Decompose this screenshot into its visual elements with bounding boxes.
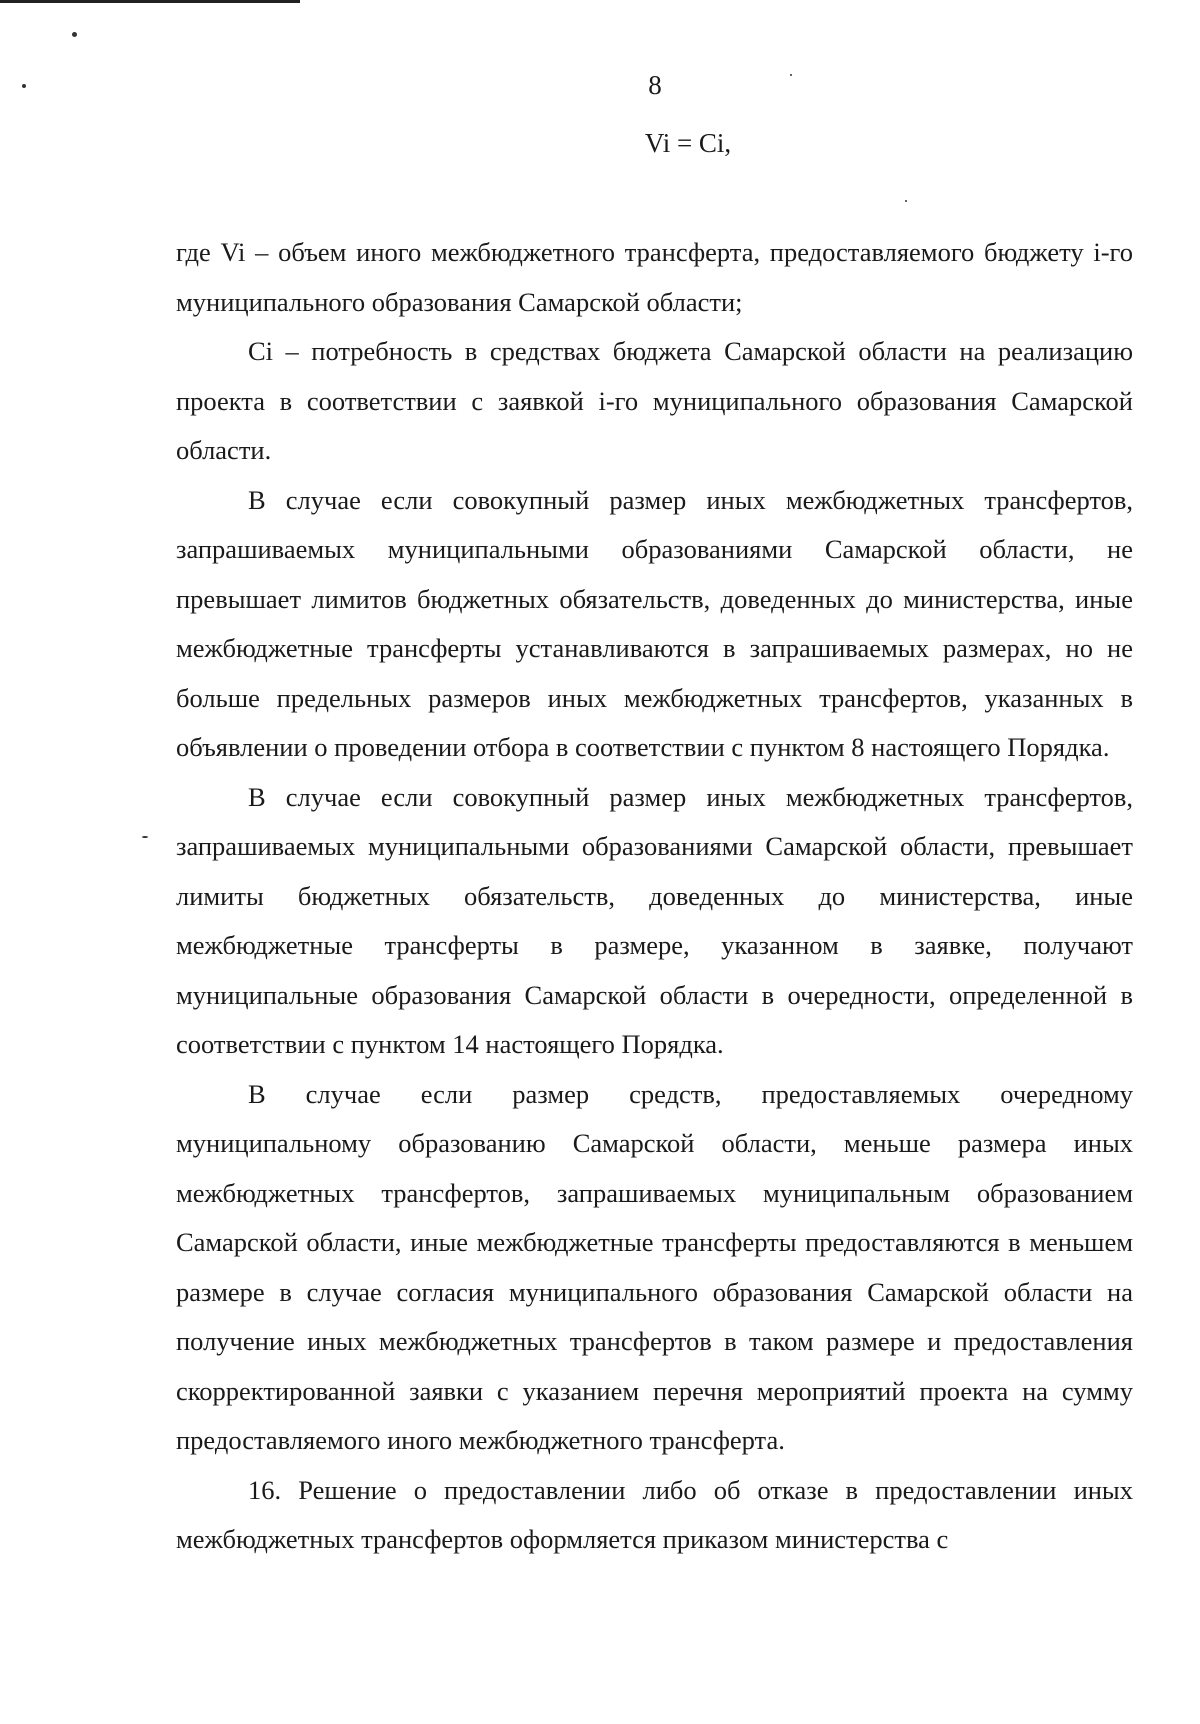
page-number: 8	[648, 70, 662, 100]
scan-top-rule	[0, 0, 300, 3]
scan-speck	[72, 32, 77, 37]
formula: Vi = Ci,	[644, 128, 732, 158]
paragraph-smaller-amount: В случае если размер средств, предоставляемых очередному муниципальному образованию Самарской области, меньше размера иных межбюджетных трансфертов, запрашиваемых муниципальным образованием Самарской области, иные межбюджетные трансферты предоставляются в меньшем размере в случае согласия муниципального образования Самарской области на получение иных межбюджетных трансфертов в таком размере и предоставления скорректированной заявки с указанием перечня мероприятий проекта на сумму предоставляемого иного межбюджетного трансферта.	[176, 1078, 1133, 1455]
paragraph-not-exceed: В случае если совокупный размер иных межбюджетных трансфертов, запрашиваемых муниципальными образованиями Самарской области, не превышает лимитов бюджетных обязательств, доведенных до министерства, иные межбюджетные трансферты устанавливаются в запрашиваемых размерах, но не больше предельных размеров иных межбюджетных трансфертов, указанных в объявлении о проведении отбора в соответствии с пунктом 8 настоящего Порядка.	[176, 484, 1133, 762]
paragraph-exceed: В случае если совокупный размер иных межбюджетных трансфертов, запрашиваемых муниципальными образованиями Самарской области, превышает лимиты бюджетных обязательств, доведенных до министерства, иные межбюджетные трансферты в размере, указанном в заявке, получают муниципальные образования Самарской области в очередности, определенной в соответствии с пунктом 14 настоящего Порядка.	[176, 781, 1133, 1059]
scan-speck	[905, 200, 907, 202]
paragraph-clause-16: 16. Решение о предоставлении либо об отказе в предоставлении иных межбюджетных трансфертов оформляется приказом министерства с	[176, 1474, 1133, 1554]
paragraph-definition-vi: где Vi – объем иного межбюджетного трансферта, предоставляемого бюджету i-го муниципального образования Самарской области;	[176, 237, 1133, 317]
document-body	[176, 228, 1133, 1565]
paragraph-definition-ci: Ci – потребность в средствах бюджета Самарской области на реализацию проекта в соответствии с заявкой i-го муниципального образования Самарской области.	[176, 336, 1133, 465]
scan-speck	[142, 836, 148, 838]
